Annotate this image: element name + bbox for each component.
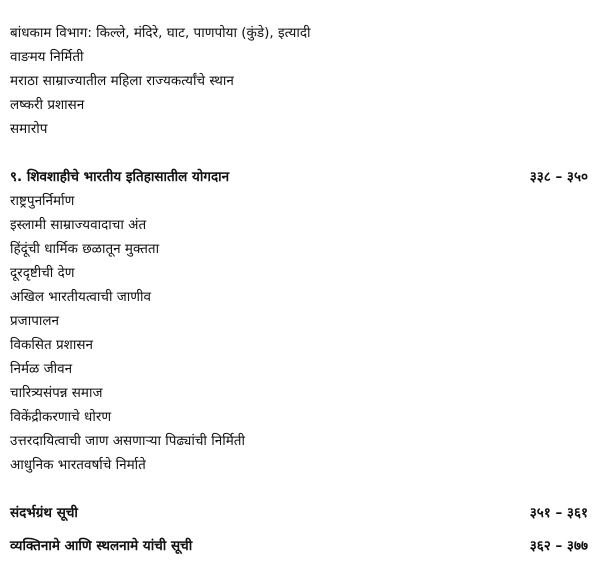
bibliography-title: संदर्भग्रंथ सूची	[10, 505, 78, 521]
chapter-9-item: इस्लामी साम्राज्यवादाचा अंत	[10, 217, 147, 233]
toc-item-women-rulers: मराठा साम्राज्यातील महिला राज्यकर्त्यांचे स्थान	[10, 73, 234, 89]
chapter-9-item: निर्मळ जीवन	[10, 361, 73, 377]
toc-item-literature: वाङमय निर्मिती	[10, 49, 84, 65]
name-index-title: व्यक्तिनामे आणि स्थलनामे यांची सूची	[10, 538, 193, 554]
chapter-9-item: हिंदूंची धार्मिक छळातून मुक्तता	[10, 241, 160, 257]
chapter-9-title: ९. शिवशाहीचे भारतीय इतिहासातील योगदान	[10, 169, 230, 185]
chapter-9-item: विकसित प्रशासन	[10, 337, 93, 353]
chapter-9-item: आधुनिक भारतवर्षाचे निर्माते	[10, 457, 146, 473]
chapter-9-item: विकेंद्रीकरणाचे धोरण	[10, 409, 112, 425]
toc-item-conclusion: समारोप	[10, 121, 48, 137]
toc-item-construction: बांधकाम विभाग: किल्ले, मंदिरे, घाट, पाणपोया (कुंडे), इत्यादी	[10, 25, 311, 41]
chapter-9-item: राष्ट्रपुनर्निर्माण	[10, 193, 75, 209]
name-index-pages: ३६२ – ३७७	[529, 538, 588, 554]
chapter-9-item: प्रजापालन	[10, 313, 60, 329]
bibliography-pages: ३५१ – ३६१	[529, 505, 588, 521]
chapter-9-item: चारित्र्यसंपन्न समाज	[10, 385, 103, 401]
chapter-9-item: अखिल भारतीयत्वाची जाणीव	[10, 289, 152, 305]
chapter-9-item: दूरदृष्टीची देण	[10, 265, 75, 281]
chapter-9-pages: ३३८ – ३५०	[529, 169, 588, 185]
chapter-9-item: उत्तरदायित्वाची जाण असणाऱ्या पिढ्यांची निर्मिती	[10, 433, 245, 449]
toc-item-military-admin: लष्करी प्रशासन	[10, 97, 85, 113]
